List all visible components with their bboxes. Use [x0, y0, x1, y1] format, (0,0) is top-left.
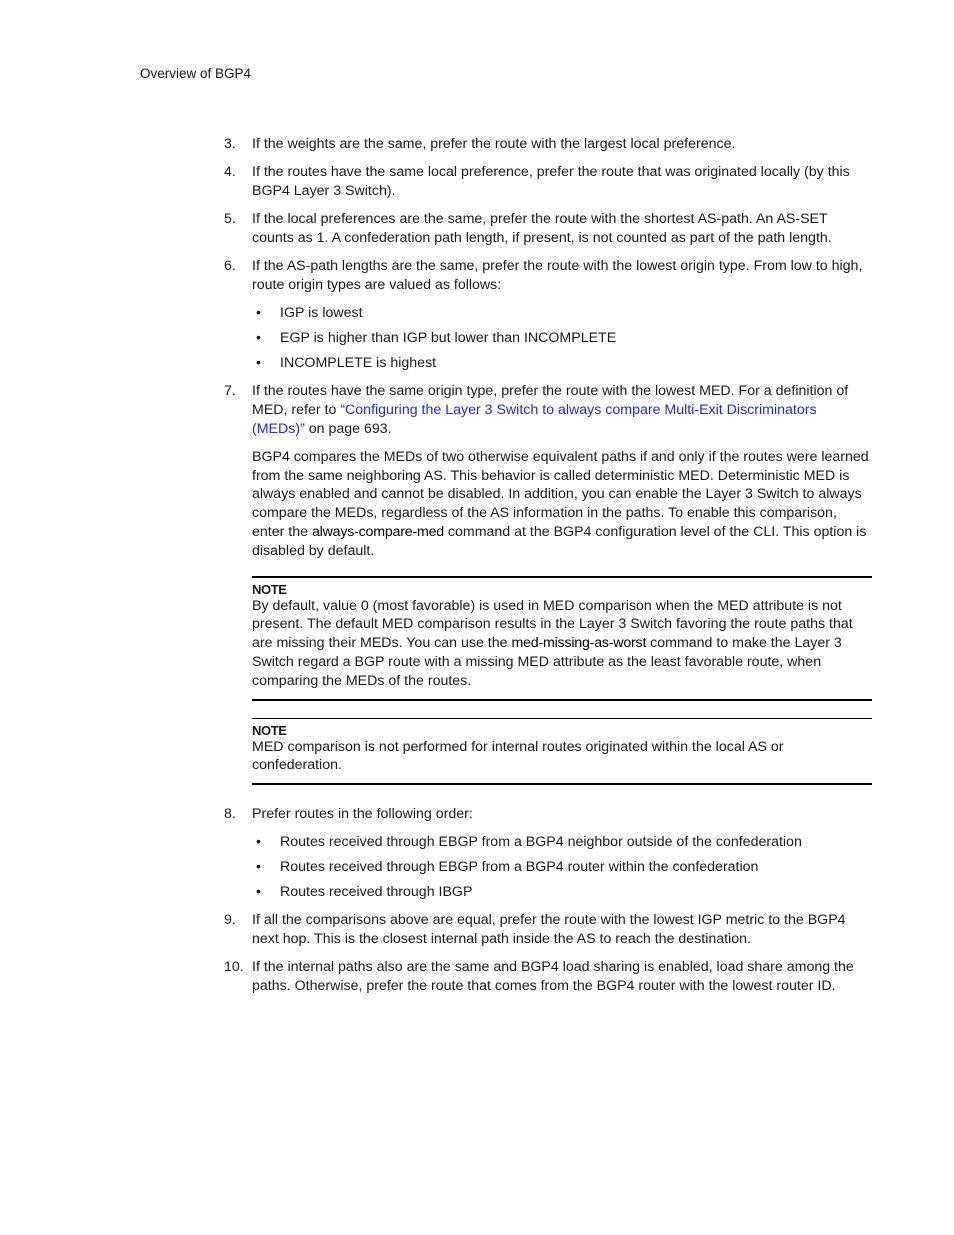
bullet-icon: • [256, 833, 261, 850]
bullet-icon: • [256, 883, 261, 900]
item-text: Prefer routes in the following order: [252, 806, 473, 823]
list-item-4 [224, 163, 872, 201]
item-text: If the routes have the same origin type, prefer the route with the lowest MED. For a definition of MED, refer to “Configuring the Layer 3 Switch to always compare Multi-Exit Discriminators (MEDs)” on page 693. [252, 383, 849, 437]
document-body [224, 135, 872, 1005]
note-title: NOTE [252, 722, 287, 738]
bullet-item: • Routes received through EBGP from a BGP4 router within the confederation [256, 858, 759, 875]
item-text: If all the comparisons above are equal, prefer the route with the lowest IGP metric to the BGP4 next hop. This is the closest internal path inside the AS to reach the destination. [252, 912, 846, 947]
command-keyword: always-compare-med [311, 523, 444, 540]
note-text: By default, value 0 (most favorable) is used in MED comparison when the MED attribute is not present. The default MED comparison results in the Layer 3 Switch favoring the route paths that are missing their MEDs. You can use the med-missing-as-worst command to make the Layer 3 Switch regard a BGP route with a missing MED attribute as the least favorable route, when comparing the MEDs of the routes. [252, 597, 853, 689]
bullet-item: • IGP is lowest [256, 305, 363, 322]
item-number: 4. [224, 164, 236, 181]
list-item-9 [224, 911, 872, 949]
item-text: If the internal paths also are the same and BGP4 load sharing is enabled, load share among the paths. Otherwise, prefer the route that comes from the BGP4 router with the lowest router ID. [252, 959, 854, 995]
list-item-5 [224, 210, 872, 248]
note-title: NOTE [252, 581, 287, 597]
item-number: 9. [224, 912, 236, 929]
bullet-icon: • [256, 330, 261, 347]
item-number: 8. [224, 806, 236, 823]
item-number: 7. [224, 383, 236, 400]
item-text: If the local preferences are the same, prefer the route with the shortest AS-path. An AS-SET counts as 1. A confederation path length, if present, is not counted as part of the path length. [252, 211, 832, 247]
item-number: 10. [224, 959, 244, 976]
med-paragraph: BGP4 compares the MEDs of two otherwise equivalent paths if and only if the routes were learned from the same neighboring AS. This behavior is called deterministic MED. Deterministic MED is always enabled and cannot be disabled. In addition, you can enable the Layer 3 Switch to always compare the MEDs, regardless of the AS information in the paths. To enable this comparison, enter the always-compare-med command at the BGP4 configuration level of the CLI. This option is disabled by default. [252, 448, 869, 559]
list-item-7 [224, 382, 872, 785]
list-item-8 [224, 805, 872, 902]
cross-reference-link[interactable]: “Configuring the Layer 3 Switch to always compare Multi-Exit Discriminators (MEDs)” [252, 402, 817, 437]
bullet-item: • Routes received through EBGP from a BGP4 neighbor outside of the confederation [256, 833, 802, 850]
bullet-item: • EGP is higher than IGP but lower than INCOMPLETE [256, 330, 617, 347]
item-number: 5. [224, 211, 236, 228]
note-box [252, 576, 872, 701]
bullet-item: • Routes received through IBGP [256, 883, 473, 900]
bullet-list [252, 304, 872, 373]
list-item-3 [224, 135, 872, 154]
command-keyword: med-missing-as-worst [511, 635, 647, 652]
item-number: 3. [224, 136, 236, 152]
bullet-list [252, 833, 872, 902]
list-item-6 [224, 257, 872, 372]
item-text: If the weights are the same, prefer the route with the largest local preference. [252, 136, 736, 152]
list-item-10 [224, 958, 872, 996]
bullet-item: • INCOMPLETE is highest [256, 355, 437, 372]
bullet-icon: • [256, 355, 261, 372]
item-text: If the AS-path lengths are the same, prefer the route with the lowest origin type. From low to high, route origin types are valued as follows: [252, 258, 863, 294]
note-text: MED comparison is not performed for internal routes originated within the local AS or confederation. [252, 738, 784, 774]
running-header: Overview of BGP4 [140, 66, 252, 81]
note-box [252, 718, 872, 786]
item-number: 6. [224, 258, 236, 275]
bullet-icon: • [256, 305, 261, 322]
bullet-icon: • [256, 858, 261, 875]
item-text: If the routes have the same local preference, prefer the route that was originated locally (by this BGP4 Layer 3 Switch). [252, 164, 850, 200]
